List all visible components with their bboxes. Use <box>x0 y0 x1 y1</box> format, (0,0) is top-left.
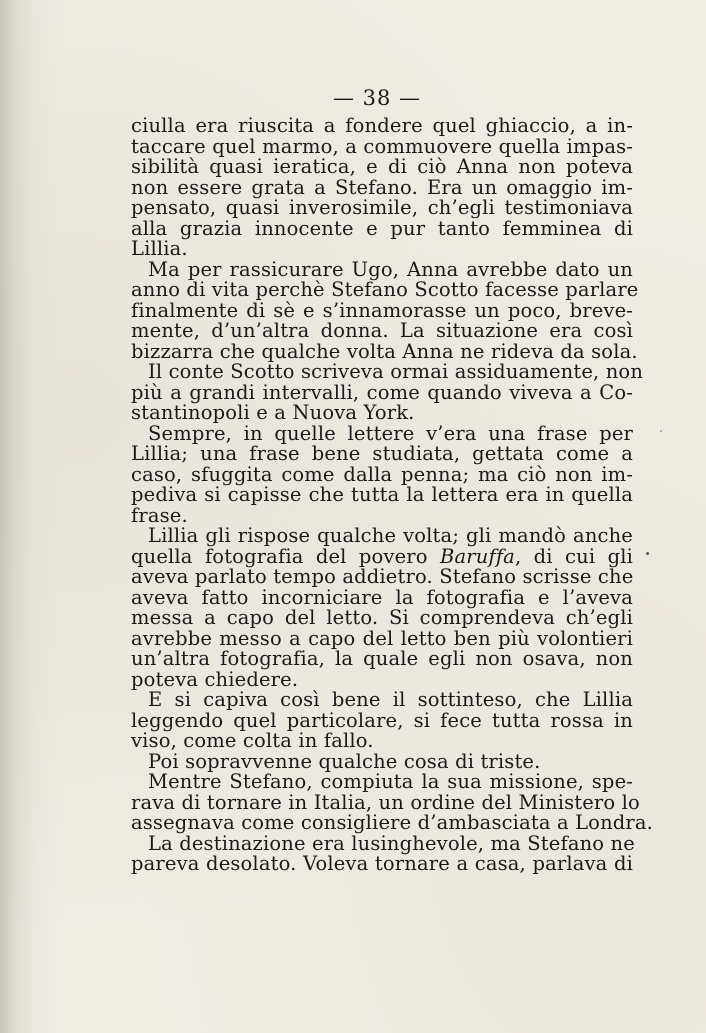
text-line: La destinazione era lusinghevole, ma Stefano ne <box>148 831 635 855</box>
text-line: Lillia gli rispose qualche volta; gli mandò anche <box>148 524 633 547</box>
text-line: anno di vita perchè Stefano Scotto facesse parlare <box>131 278 639 301</box>
paper-speck <box>660 430 662 432</box>
body-text <box>131 114 654 875</box>
text-line: bizzarra che qualche volta Anna ne rideva da sola. <box>131 339 638 363</box>
text-line: Lillia; una frase bene studiata, gettata come a <box>131 442 633 465</box>
text-line: caso, sfuggita come dalla penna; ma ciò non im- <box>131 462 633 486</box>
text-line: Poi sopravvenne qualche cosa di triste. <box>148 749 541 773</box>
text-line: mente, d’un’altra donna. La situazione era così <box>131 319 633 342</box>
text-line: aveva fatto incorniciare la fotografia e l’aveva <box>131 585 633 609</box>
text-line: sibilità quasi ieratica, e di ciò Anna non poteva <box>131 155 633 178</box>
text-line: avrebbe messo a capo del letto ben più volontieri <box>131 626 633 650</box>
text-line: alla grazia innocente e pur tanto femminea di <box>131 216 633 240</box>
text-line: pareva desolato. Voleva tornare a casa, parlava di <box>131 852 633 875</box>
text-line: un’altra fotografia, la quale egli non osava, non <box>131 647 633 670</box>
text-line: stantinopoli e a Nuova York. <box>131 401 415 424</box>
text-line: non essere grata a Stefano. Era un omaggio im- <box>131 175 633 199</box>
text-line: Mentre Stefano, compiuta la sua missione, spe- <box>148 770 633 793</box>
text-line: quella fotografia del povero Baruffa, di cui gli <box>131 544 633 568</box>
text-line: finalmente di sè e s’innamorasse un poco, breve- <box>131 298 633 322</box>
text-line: messa a capo del letto. Si comprendeva ch’egli <box>131 606 633 629</box>
text-line: Lillia. <box>131 237 188 260</box>
paper-speck <box>646 552 649 555</box>
text-line: leggendo quel particolare, si fece tutta rossa in <box>131 708 633 732</box>
text-line: poteva chiedere. <box>131 667 299 691</box>
page-number: — 38 — <box>332 86 422 110</box>
text-line: ciulla era riuscita a fondere quel ghiaccio, a in- <box>131 114 633 137</box>
text-line: assegnava come consigliere d’ambasciata a Londra. <box>131 811 654 834</box>
text-line: E si capiva così bene il sottinteso, che Lillia <box>148 688 633 711</box>
text-line: Ma per rassicurare Ugo, Anna avrebbe dato un <box>148 257 633 281</box>
text-line: viso, come colta in fallo. <box>131 729 374 752</box>
text-line: aveva parlato tempo addietro. Stefano scrisse che <box>131 565 634 588</box>
text-line: rava di tornare in Italia, un ordine del Ministero lo <box>131 790 640 814</box>
text-line: Sempre, in quelle lettere v’era una frase per <box>148 421 633 445</box>
italic-name: Baruffa <box>440 544 515 568</box>
text-line: pensato, quasi inverosimile, ch’egli testimoniava <box>131 196 633 219</box>
text-line: frase. <box>131 503 188 527</box>
text-line: taccare quel marmo, a commuovere quella impas- <box>131 134 633 158</box>
text-line: pediva si capisse che tutta la lettera era in quella <box>131 483 633 506</box>
text-line: più a grandi intervalli, come quando viveva a Co- <box>131 380 633 404</box>
text-line: Il conte Scotto scriveva ormai assiduamente, non <box>148 360 644 383</box>
